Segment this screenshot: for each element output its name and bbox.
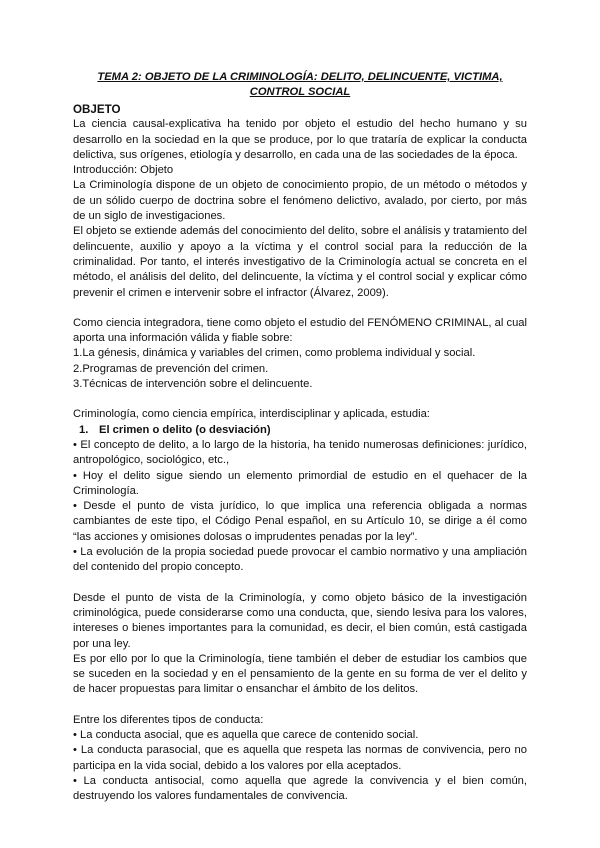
paragraph-8: Entre los diferentes tipos de conducta: (73, 713, 264, 726)
subheading-text: El crimen o delito (o desviación) (99, 423, 271, 436)
section-heading: OBJETO (73, 103, 121, 116)
title-line-2: CONTROL SOCIAL (249, 86, 351, 98)
intro-label: Introducción: Objeto (73, 164, 174, 177)
bullet-item: • Desde el punto de vista jurídico, lo que implica una referencia obligada a normas cambiantes de este tipo, el Código Penal español, en su Artículo 10, se dirige a él como “las acciones y omisiones dolosas o imprudentes penadas por la ley”. (73, 500, 527, 543)
list-item: 3.Técnicas de intervención sobre el delincuente. (73, 378, 313, 391)
numbered-subheading (73, 423, 527, 438)
bullet-item: • La conducta antisocial, como aquella que agrede la convivencia y el bien común, destruyendo los valores fundamentales de convivencia. (73, 774, 527, 803)
bullet-item: • El concepto de delito, a lo largo de la historia, ha tenido numerosas definiciones: jurídico, antropológico, sociológico, etc., (73, 438, 527, 467)
list-item: 2.Programas de prevención del crimen. (73, 362, 269, 375)
paragraph-4: Como ciencia integradora, tiene como objeto el estudio del FENÓMENO CRIMINAL, al cual aporta una información válida y fiable sobre: (73, 316, 527, 345)
title-line-1: TEMA 2: OBJETO DE LA CRIMINOLOGÍA: DELITO, DELINCUENTE, VICTIMA, (97, 71, 503, 83)
paragraph-2: La Criminología dispone de un objeto de conocimiento propio, de un método o métodos y de un sólido cuerpo de doctrina sobre el fenómeno delictivo, avalado, por cierto, por más de un siglo de investigaciones. (73, 179, 527, 223)
bullet-item: • Hoy el delito sigue siendo un elemento primordial de estudio en el quehacer de la Criminología. (73, 469, 527, 497)
bullet-item: • La evolución de la propia sociedad puede provocar el cambio normativo y una ampliación del contenido del propio concepto. (73, 546, 527, 574)
spacer (73, 576, 527, 591)
paragraph-1: La ciencia causal-explicativa ha tenido por objeto el estudio del hecho humano y su desarrollo en la sociedad en la que se produce, por lo que trataría de explicar la conducta delictiva, sus orígenes, etiología y desarrollo, en cada una de las sociedades de la época. (73, 118, 527, 161)
bullet-item: • La conducta parasocial, que es aquella que respeta las normas de convivencia, pero no participa en la vida social, debido a los valores por ella aceptados. (73, 744, 527, 772)
document-title (73, 70, 527, 100)
spacer (73, 301, 527, 316)
list-item: 1.La génesis, dinámica y variables del crimen, como problema individual y social. (73, 347, 476, 360)
paragraph-3: El objeto se extiende además del conocimiento del delito, sobre el análisis y tratamiento del delincuente, auxilio y apoyo a la víctima y el control social para la reducción de la criminalidad. Por tanto, el interés investigativo de la Criminología actual se concreta en el método, el análisis del delito, del delincuente, la víctima y el control social y explicar cómo prevenir el crimen e intervenir sobre el infractor (Álvarez, 2009). (73, 225, 527, 299)
spacer (73, 698, 527, 713)
bullet-item: • La conducta asocial, que es aquella que carece de contenido social. (73, 728, 419, 741)
paragraph-7: Es por ello por lo que la Criminología, tiene también el deber de estudiar los cambios que se suceden en la sociedad y en el pensamiento de la gente en su forma de ver el delito y de hacer propuestas para limitar o ensanchar el ámbito de los delitos. (73, 652, 527, 696)
paragraph-5: Criminología, como ciencia empírica, interdisciplinar y aplicada, estudia: (73, 408, 430, 421)
subheading-number: 1. (79, 423, 89, 436)
paragraph-6: Desde el punto de vista de la Criminología, y como objeto básico de la investigación criminológica, puede considerarse como una conducta, que, siendo lesiva para los valores, intereses o bienes importantes para la comunidad, es decir, el bien común, está castigada por una ley. (73, 591, 527, 650)
spacer (73, 392, 527, 407)
